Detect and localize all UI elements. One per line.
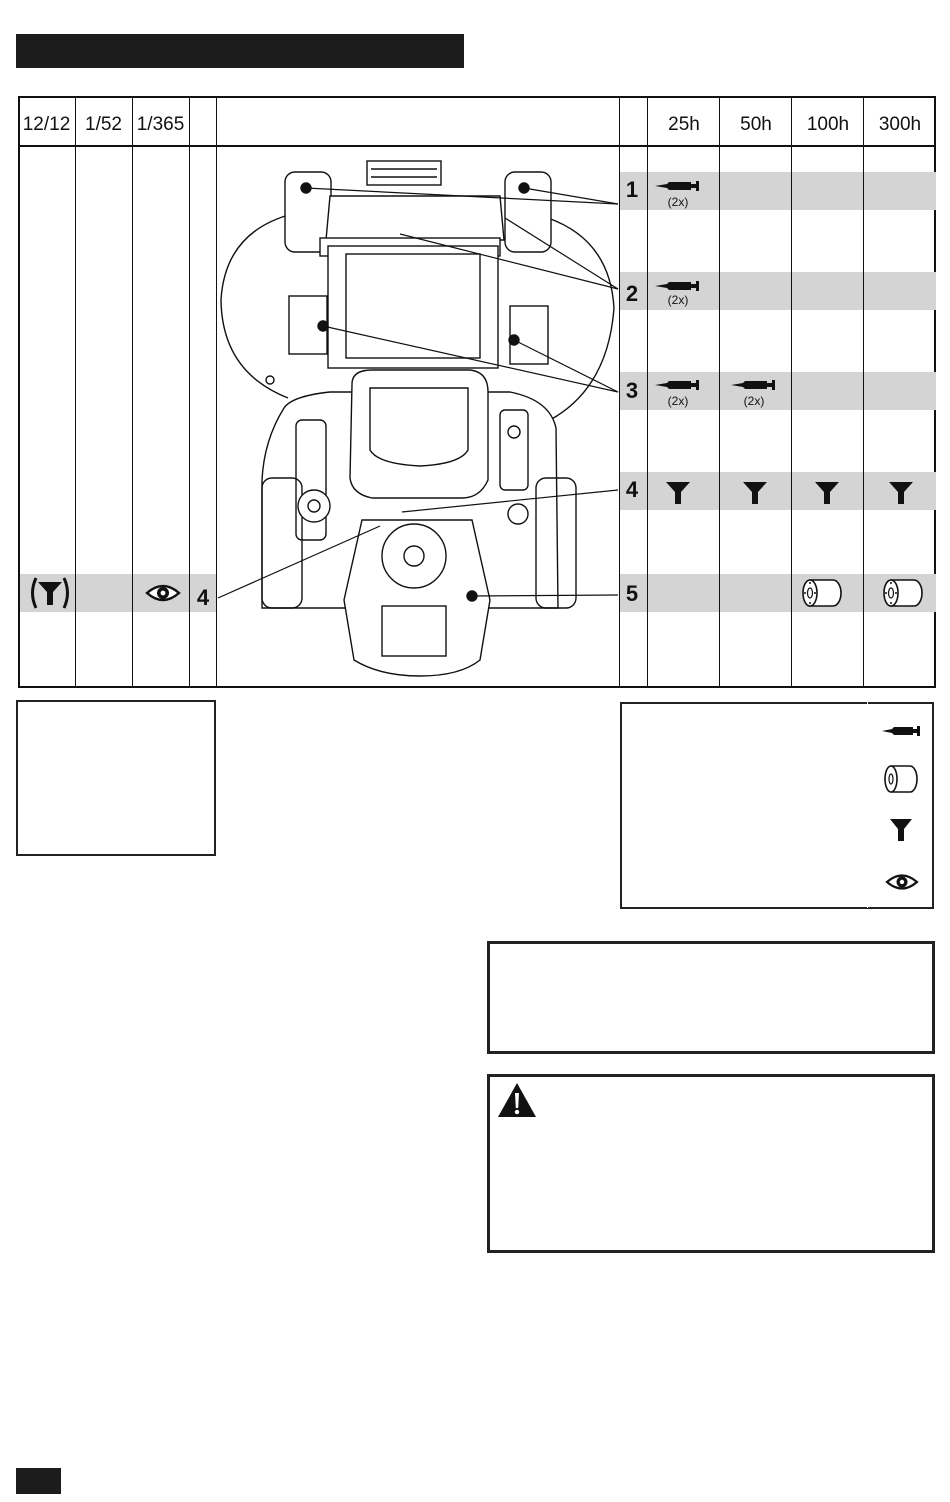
- column-divider: [75, 96, 76, 688]
- row-number-3: 3: [625, 378, 639, 403]
- multiplier-label: (2x): [667, 394, 689, 408]
- header-100h: 100h: [806, 114, 850, 135]
- warning-triangle-icon: [497, 1082, 537, 1118]
- column-divider: [647, 96, 648, 688]
- grease-gun-icon: [655, 178, 701, 194]
- row-number-4: 4: [625, 477, 639, 502]
- eye-icon: [885, 872, 919, 892]
- note-box: [16, 700, 216, 856]
- warning-box: [487, 1074, 935, 1253]
- header-1-52: 1/52: [85, 114, 122, 135]
- mower-top-view-illustration: [217, 147, 619, 687]
- air-filter-icon: [801, 576, 843, 610]
- funnel-icon: [888, 480, 914, 506]
- multiplier-label: (2x): [667, 293, 689, 307]
- left-row-number-4: 4: [196, 585, 210, 610]
- header-300h: 300h: [878, 114, 922, 135]
- column-divider: [791, 96, 792, 688]
- grease-gun-icon: [731, 377, 777, 393]
- legend-divider: [867, 702, 868, 908]
- funnel-icon: [742, 480, 768, 506]
- notice-box: [487, 941, 935, 1054]
- air-filter-icon: [882, 576, 924, 610]
- header-1-365: 1/365: [136, 114, 185, 135]
- header-25h: 25h: [668, 114, 700, 135]
- multiplier-label: (2x): [743, 394, 765, 408]
- section-header-bar: [16, 34, 464, 68]
- funnel-icon: [814, 480, 840, 506]
- row-number-5: 5: [625, 581, 639, 606]
- column-divider: [863, 96, 864, 688]
- grease-gun-icon: [655, 278, 701, 294]
- column-divider: [132, 96, 133, 688]
- row-number-2: 2: [625, 281, 639, 306]
- funnel-icon: [665, 480, 691, 506]
- grease-gun-icon: [655, 377, 701, 393]
- bracketed-funnel-icon: [28, 576, 72, 610]
- grease-gun-icon: [882, 724, 922, 738]
- air-filter-icon: [883, 763, 919, 795]
- column-divider: [719, 96, 720, 688]
- funnel-icon: [889, 817, 913, 843]
- eye-icon: [145, 582, 181, 604]
- page-number-tab: [16, 1468, 61, 1494]
- header-12-12: 12/12: [22, 114, 71, 135]
- row-number-1: 1: [625, 177, 639, 202]
- multiplier-label: (2x): [667, 195, 689, 209]
- header-50h: 50h: [740, 114, 772, 135]
